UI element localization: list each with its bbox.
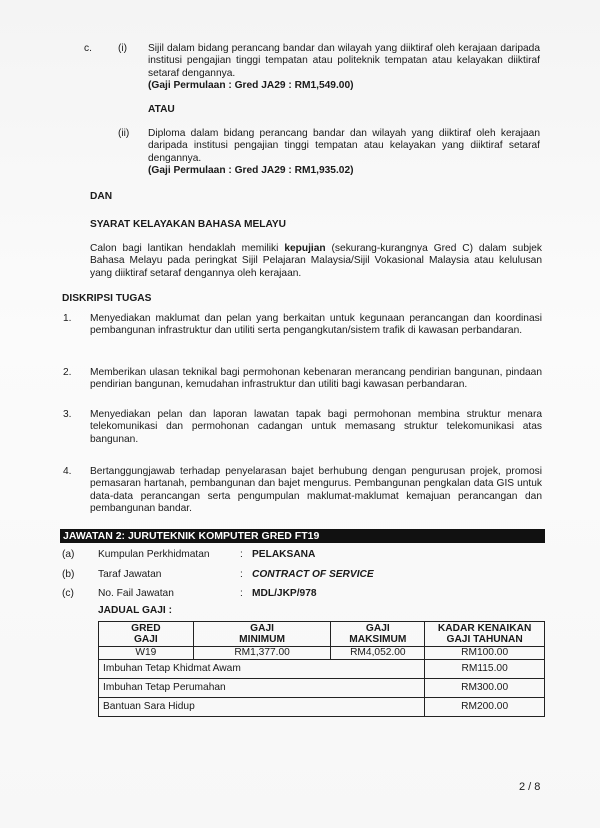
- allowance-value: RM300.00: [425, 679, 545, 698]
- duties-title: DISKRIPSI TUGAS: [62, 293, 152, 304]
- header-cell: GAJI MINIMUM: [193, 622, 331, 647]
- header-cell: GRED GAJI: [99, 622, 194, 647]
- header-cell: KADAR KENAIKAN GAJI TAHUNAN: [425, 622, 545, 647]
- service-group-value: PELAKSANA: [252, 549, 316, 560]
- post-2-header: JAWATAN 2: JURUTEKNIK KOMPUTER GRED FT19: [60, 529, 545, 543]
- salary-schedule-title: JADUAL GAJI :: [98, 605, 172, 616]
- section-c-label: c.: [84, 43, 92, 54]
- file-number-value: MDL/JKP/978: [252, 588, 317, 599]
- option-ii-text: Diploma dalam bidang perancang bandar dan wilayah yang diiktiraf oleh kerajaan daripada institusi pengajian tinggi tempatan atau kelayakan yang diiktiraf setaraf dengannya.: [148, 128, 540, 164]
- duty-text: Menyediakan maklumat dan pelan yang berkaitan untuk kegunaan perancangan dan koordinasi pembangunan infrastruktur dan utiliti serta pengangkutan/sistem trafik di kawasan perbandaran.: [90, 313, 542, 337]
- duty-text: Bertanggungjawab terhadap penyelarasan bajet berhubung dengan pengurusan projek, promosi pemasaran hartanah, pembangunan dan bajet mengurus. Pembangunan pengkalan data GIS untuk data-data perancangan serta pengumpulan maklumat-maklumat kemajuan perancangan dan pembangunan bandar.: [90, 466, 542, 515]
- field-number: (c): [62, 588, 74, 599]
- option-ii-salary: (Gaji Permulaan : Gred JA29 : RM1,935.02): [148, 165, 354, 176]
- table-row: [99, 679, 545, 698]
- duty-number: 4.: [63, 466, 72, 477]
- option-ii-number: (ii): [118, 128, 130, 139]
- bm-requirement-text: Calon bagi lantikan hendaklah memiliki kepujian (sekurang-kurangnya Gred C) dalam subjek Bahasa Melayu pada peringkat Sijil Pelajaran Malaysia/Sijil Vokasional Malaysia atau kelulusan yang diiktiraf setaraf dengannya oleh kerajaan.: [90, 243, 543, 279]
- field-label: Taraf Jawatan: [98, 569, 162, 580]
- table-row: [99, 660, 545, 679]
- field-number: (a): [62, 549, 75, 560]
- header-cell: GAJI MAKSIMUM: [331, 622, 425, 647]
- field-colon: :: [240, 569, 243, 580]
- option-i-salary: (Gaji Permulaan : Gred JA29 : RM1,549.00): [148, 80, 354, 91]
- duty-text: Menyediakan pelan dan laporan lawatan tapak bagi permohonan membina struktur menara telekomunikasi dan permohonan cadangan untuk memasang struktur telekomunikasi atas bangunan.: [90, 409, 542, 445]
- min-salary-cell: RM1,377.00: [193, 647, 331, 660]
- field-number: (b): [62, 569, 75, 580]
- bm-requirement-title: SYARAT KELAYAKAN BAHASA MELAYU: [90, 219, 287, 230]
- field-colon: :: [240, 549, 243, 560]
- duty-number: 3.: [63, 409, 72, 420]
- page-number: 2 / 8: [519, 781, 541, 793]
- salary-table: [98, 621, 545, 717]
- salary-table-header: [99, 622, 545, 647]
- and-label: DAN: [90, 191, 113, 202]
- duty-number: 2.: [63, 367, 72, 378]
- position-status-value: CONTRACT OF SERVICE: [252, 569, 374, 580]
- option-i-text: Sijil dalam bidang perancang bandar dan wilayah yang diiktiraf oleh kerajaan daripada institusi pengajian tinggi tempatan atau politeknik tempatan atau kelayakan diiktiraf setaraf dengannya.: [148, 43, 540, 79]
- field-colon: :: [240, 588, 243, 599]
- field-label: No. Fail Jawatan: [98, 588, 174, 599]
- table-row: [99, 647, 545, 660]
- grade-cell: W19: [99, 647, 194, 660]
- max-salary-cell: RM4,052.00: [331, 647, 425, 660]
- option-i-number: (i): [118, 43, 128, 54]
- allowance-value: RM115.00: [425, 660, 545, 679]
- allowance-name: Bantuan Sara Hidup: [99, 698, 425, 717]
- allowance-value: RM200.00: [425, 698, 545, 717]
- or-label: ATAU: [148, 104, 175, 115]
- field-label: Kumpulan Perkhidmatan: [98, 549, 210, 560]
- allowance-name: Imbuhan Tetap Khidmat Awam: [99, 660, 425, 679]
- duty-number: 1.: [63, 313, 72, 324]
- allowance-name: Imbuhan Tetap Perumahan: [99, 679, 425, 698]
- table-row: [99, 698, 545, 717]
- annual-increment-cell: RM100.00: [425, 647, 545, 660]
- duty-text: Memberikan ulasan teknikal bagi permohonan kebenaran merancang pendirian bangunan, pindaan pendirian bangunan, kemudahan infrastruktur dan utiliti bagi kawasan perbandaran.: [90, 367, 542, 391]
